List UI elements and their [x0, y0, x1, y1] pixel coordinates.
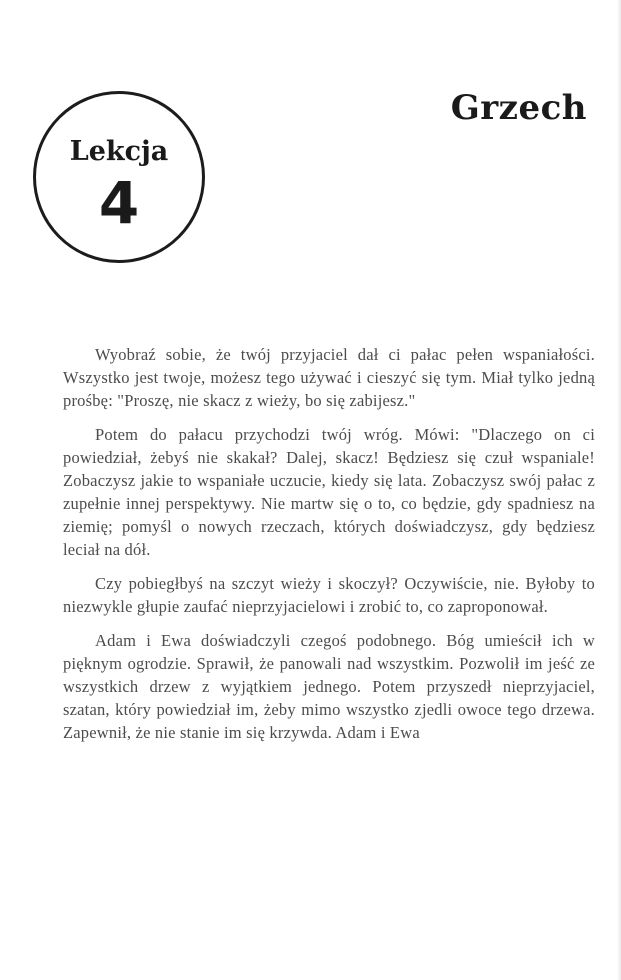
page-edge-shadow	[617, 0, 621, 980]
lesson-label: Lekcja	[69, 136, 169, 167]
paragraph-2: Potem do pałacu przychodzi twój wróg. Mówi: "Dlaczego on ci powiedział, żebyś nie skakał? Dalej, skacz! Będziesz się czuł wspaniale! Zobaczysz jakie to wspaniałe uczucie, kiedy się lata. Zobaczysz swój pałac z zupełnie innej perspektywy. Nie martw się o to, co będzie, gdy spadniesz na ziemię; pomyśl o nowych rzeczach, których doświadczysz, gdy będziesz leciał na dół.	[63, 425, 595, 559]
body-text	[63, 343, 595, 755]
lesson-badge	[33, 91, 205, 263]
lesson-number: 4	[98, 169, 140, 237]
paragraph-1: Wyobraź sobie, że twój przyjaciel dał ci pałac pełen wspaniałości. Wszystko jest twoje, możesz tego używać i cieszyć się tym. Miał tylko jedną prośbę: "Proszę, nie skacz z wieży, bo się zabijesz."	[63, 345, 595, 410]
chapter-title: Grzech	[450, 88, 587, 128]
paragraph-4: Adam i Ewa doświadczyli czegoś podobnego. Bóg umieścił ich w pięknym ogrodzie. Sprawił, że panowali nad wszystkim. Pozwolił im jeść ze wszystkich drzew z wyjątkiem jednego. Potem przyszedł nieprzyjaciel, szatan, który powiedział im, żeby mimo wszystko zjedli owoce tego drzewa. Zapewnił, że nie stanie im się krzywda. Adam i Ewa	[63, 631, 595, 742]
paragraph-3: Czy pobiegłbyś na szczyt wieży i skoczył? Oczywiście, nie. Byłoby to niezwykle głupie zaufać nieprzyjacielowi i zrobić to, co zaproponował.	[63, 574, 595, 616]
